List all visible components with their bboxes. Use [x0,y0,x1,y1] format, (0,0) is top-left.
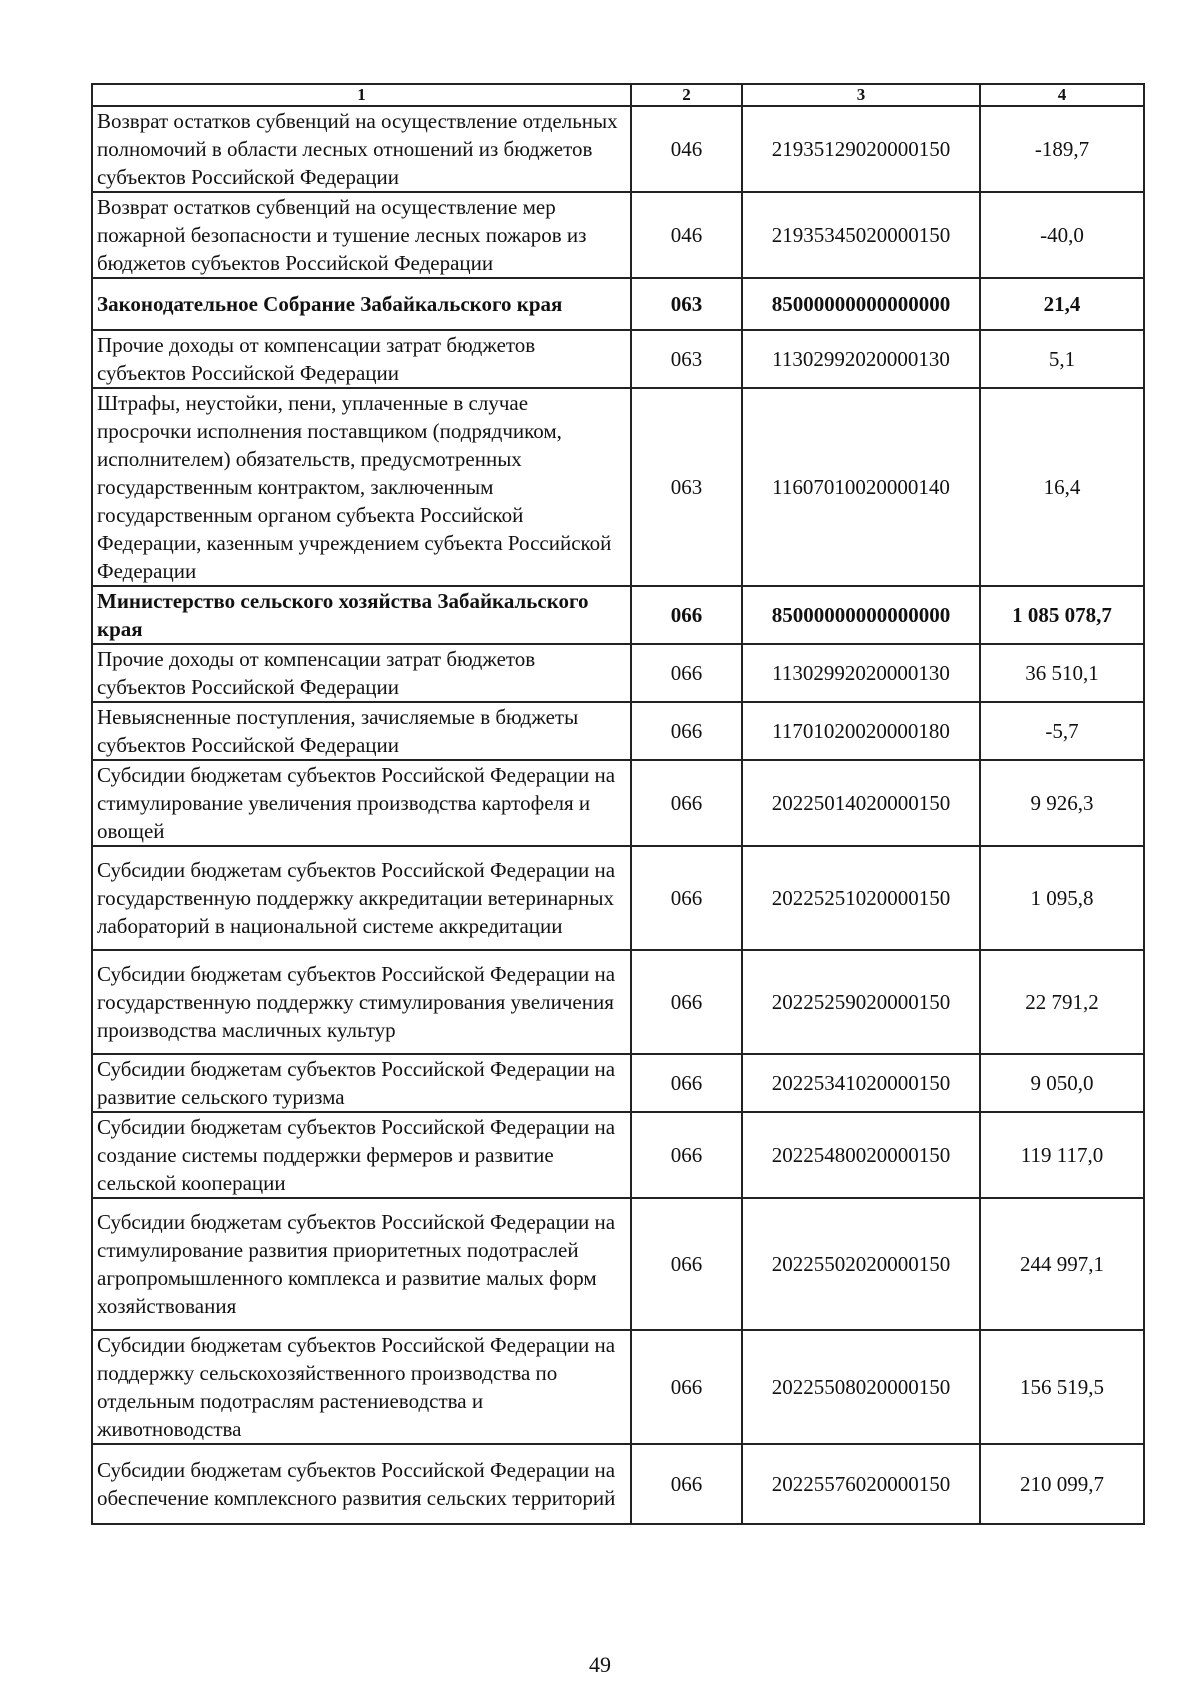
header-col-4: 4 [980,84,1144,106]
row-income-code-cell: 20225259020000150 [742,950,980,1054]
row-income-code-cell: 21935129020000150 [742,106,980,192]
header-col-3: 3 [742,84,980,106]
row-income-code-cell: 20225508020000150 [742,1330,980,1444]
row-admin-code-cell: 066 [631,1054,742,1112]
row-amount-cell: 16,4 [980,388,1144,586]
row-name-cell: Субсидии бюджетам субъектов Российской Федерации на государственную поддержку аккредитации ветеринарных лабораторий в национальной системе аккредитации [92,846,631,950]
row-amount-cell: 9 926,3 [980,760,1144,846]
table-row [92,644,1144,702]
row-admin-code-cell: 066 [631,1330,742,1444]
table-row [92,1054,1144,1112]
table-row [92,1444,1144,1524]
row-name-cell: Субсидии бюджетам субъектов Российской Федерации на создание системы поддержки фермеров и развитие сельской кооперации [92,1112,631,1198]
row-amount-cell: 1 085 078,7 [980,586,1144,644]
row-name-cell: Прочие доходы от компенсации затрат бюджетов субъектов Российской Федерации [92,330,631,388]
row-income-code-cell: 20225576020000150 [742,1444,980,1524]
row-income-code-cell: 11701020020000180 [742,702,980,760]
row-amount-cell: 244 997,1 [980,1198,1144,1330]
row-name-cell: Возврат остатков субвенций на осуществление мер пожарной безопасности и тушение лесных пожаров из бюджетов субъектов Российской Федерации [92,192,631,278]
row-name-cell: Субсидии бюджетам субъектов Российской Федерации на обеспечение комплексного развития сельских территорий [92,1444,631,1524]
row-admin-code-cell: 066 [631,846,742,950]
table-row [92,278,1144,330]
row-income-code-cell: 20225014020000150 [742,760,980,846]
table-row [92,950,1144,1054]
row-income-code-cell: 20225502020000150 [742,1198,980,1330]
row-name-cell: Субсидии бюджетам субъектов Российской Федерации на стимулирование развития приоритетных подотраслей агропромышленного комплекса и развитие малых форм хозяйствования [92,1198,631,1330]
row-amount-cell: 36 510,1 [980,644,1144,702]
row-income-code-cell: 11302992020000130 [742,644,980,702]
row-amount-cell: -5,7 [980,702,1144,760]
row-income-code-cell: 85000000000000000 [742,586,980,644]
table-row [92,106,1144,192]
row-admin-code-cell: 066 [631,1444,742,1524]
row-name-cell: Штрафы, неустойки, пени, уплаченные в случае просрочки исполнения поставщиком (подрядчиком, исполнителем) обязательств, предусмотренных государственным контрактом, заключенным государственным органом субъекта Российской Федерации, казенным учреждением субъекта Российской Федерации [92,388,631,586]
row-admin-code-cell: 046 [631,106,742,192]
row-name-cell: Министерство сельского хозяйства Забайкальского края [92,586,631,644]
row-amount-cell: 22 791,2 [980,950,1144,1054]
row-income-code-cell: 20225251020000150 [742,846,980,950]
row-admin-code-cell: 066 [631,950,742,1054]
row-income-code-cell: 11302992020000130 [742,330,980,388]
row-amount-cell: 5,1 [980,330,1144,388]
row-amount-cell: 119 117,0 [980,1112,1144,1198]
row-amount-cell: 210 099,7 [980,1444,1144,1524]
row-admin-code-cell: 063 [631,278,742,330]
row-name-cell: Возврат остатков субвенций на осуществление отдельных полномочий в области лесных отношений из бюджетов субъектов Российской Федерации [92,106,631,192]
row-admin-code-cell: 063 [631,388,742,586]
header-col-1: 1 [92,84,631,106]
row-admin-code-cell: 063 [631,330,742,388]
row-admin-code-cell: 066 [631,702,742,760]
row-name-cell: Законодательное Собрание Забайкальского края [92,278,631,330]
table-row [92,330,1144,388]
row-name-cell: Субсидии бюджетам субъектов Российской Федерации на поддержку сельскохозяйственного производства по отдельным подотраслям растениеводства и животноводства [92,1330,631,1444]
row-admin-code-cell: 046 [631,192,742,278]
row-admin-code-cell: 066 [631,586,742,644]
row-income-code-cell: 20225341020000150 [742,1054,980,1112]
table-row [92,846,1144,950]
row-income-code-cell: 85000000000000000 [742,278,980,330]
row-name-cell: Субсидии бюджетам субъектов Российской Федерации на развитие сельского туризма [92,1054,631,1112]
table-row [92,1112,1144,1198]
table-row [92,388,1144,586]
table-row [92,586,1144,644]
row-amount-cell: -189,7 [980,106,1144,192]
row-amount-cell: 21,4 [980,278,1144,330]
row-amount-cell: 156 519,5 [980,1330,1144,1444]
row-income-code-cell: 11607010020000140 [742,388,980,586]
row-name-cell: Субсидии бюджетам субъектов Российской Федерации на стимулирование увеличения производства картофеля и овощей [92,760,631,846]
budget-revenue-table [91,83,1145,1525]
row-income-code-cell: 20225480020000150 [742,1112,980,1198]
row-amount-cell: 1 095,8 [980,846,1144,950]
row-amount-cell: -40,0 [980,192,1144,278]
table-header-row [92,84,1144,106]
table-row [92,702,1144,760]
table-body [92,106,1144,1524]
page-number: 49 [589,1652,611,1677]
row-name-cell: Прочие доходы от компенсации затрат бюджетов субъектов Российской Федерации [92,644,631,702]
header-col-2: 2 [631,84,742,106]
row-amount-cell: 9 050,0 [980,1054,1144,1112]
table-row [92,1330,1144,1444]
row-admin-code-cell: 066 [631,644,742,702]
table-row [92,1198,1144,1330]
row-admin-code-cell: 066 [631,760,742,846]
row-name-cell: Невыясненные поступления, зачисляемые в бюджеты субъектов Российской Федерации [92,702,631,760]
row-name-cell: Субсидии бюджетам субъектов Российской Федерации на государственную поддержку стимулирования увеличения производства масличных культур [92,950,631,1054]
table-row [92,192,1144,278]
row-admin-code-cell: 066 [631,1198,742,1330]
row-income-code-cell: 21935345020000150 [742,192,980,278]
row-admin-code-cell: 066 [631,1112,742,1198]
table-row [92,760,1144,846]
